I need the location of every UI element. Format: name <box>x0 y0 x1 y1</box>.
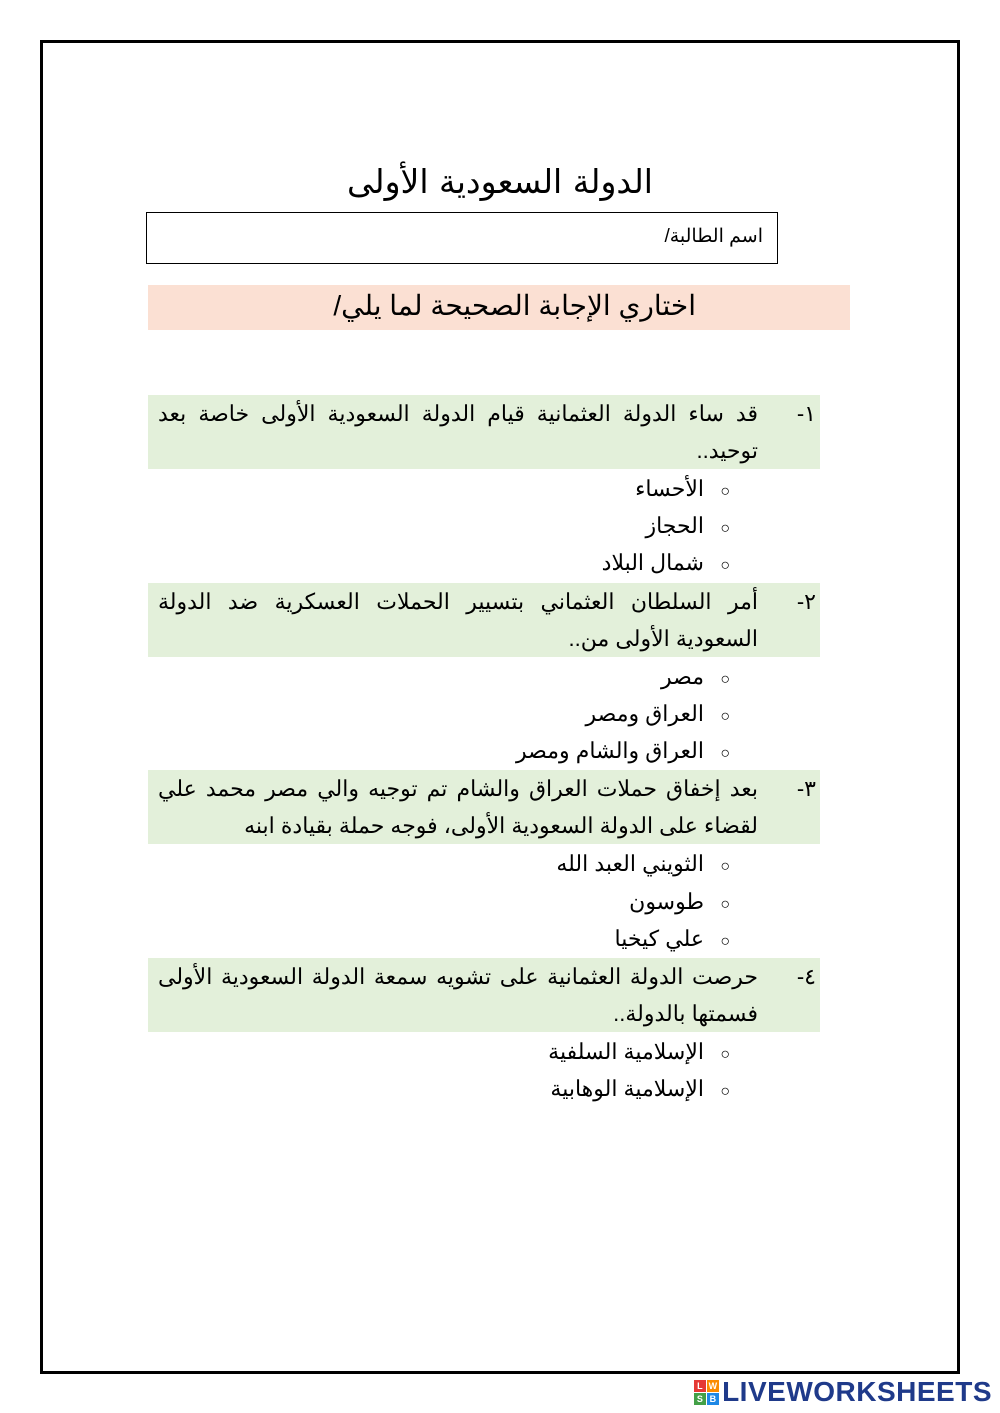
question-1 <box>148 395 820 469</box>
option-label: الإسلامية الوهابية <box>550 1076 704 1101</box>
radio-circle-icon[interactable]: ○ <box>720 1046 730 1063</box>
instruction-banner <box>148 285 850 330</box>
question-number: ١- <box>796 401 816 426</box>
radio-circle-icon[interactable]: ○ <box>720 483 730 500</box>
radio-circle-icon[interactable]: ○ <box>720 933 730 950</box>
logo-letter: S <box>694 1393 706 1405</box>
option-1-2[interactable] <box>645 511 730 544</box>
worksheet-title: الدولة السعودية الأولى <box>347 162 653 201</box>
student-name-label: اسم الطالبة/ <box>664 226 763 247</box>
option-2-1[interactable] <box>661 662 730 695</box>
radio-circle-icon[interactable]: ○ <box>720 896 730 913</box>
brand-text: LIVEWORKSHEETS <box>722 1376 992 1407</box>
logo-letter: L <box>694 1380 706 1392</box>
option-3-3[interactable] <box>614 924 730 957</box>
option-2-3[interactable] <box>516 736 730 769</box>
option-1-1[interactable] <box>635 474 730 507</box>
question-2 <box>148 583 820 657</box>
radio-circle-icon[interactable]: ○ <box>720 708 730 725</box>
radio-circle-icon[interactable]: ○ <box>720 745 730 762</box>
option-4-2[interactable] <box>550 1074 730 1107</box>
option-label: شمال البلاد <box>601 550 704 575</box>
logo-letter: W <box>708 1380 718 1391</box>
question-4 <box>148 958 820 1032</box>
radio-circle-icon[interactable]: ○ <box>720 520 730 537</box>
option-label: الأحساء <box>635 476 704 501</box>
option-label: الإسلامية السلفية <box>548 1039 704 1064</box>
question-3 <box>148 770 820 844</box>
question-number: ٢- <box>796 589 816 614</box>
radio-circle-icon[interactable]: ○ <box>720 671 730 688</box>
option-label: الثويني العبد الله <box>556 851 704 876</box>
option-1-3[interactable] <box>602 548 730 581</box>
radio-circle-icon[interactable]: ○ <box>720 557 730 574</box>
question-text: أمر السلطان العثماني بتسيير الحملات العسكرية ضد الدولة السعودية الأولى من.. <box>158 589 758 651</box>
radio-circle-icon[interactable]: ○ <box>720 858 730 875</box>
liveworksheets-grid-icon <box>694 1380 719 1405</box>
logo-letter: B <box>707 1393 719 1405</box>
student-name-field[interactable] <box>146 212 778 264</box>
option-label: العراق والشام ومصر <box>516 738 704 763</box>
radio-circle-icon[interactable]: ○ <box>720 1083 730 1100</box>
liveworksheets-logo <box>694 1376 992 1408</box>
question-text: بعد إخفاق حملات العراق والشام تم توجيه والي مصر محمد علي لقضاء على الدولة السعودية الأولى، فوجه حملة بقيادة ابنه <box>158 776 758 838</box>
option-label: طوسون <box>629 889 704 914</box>
question-text: حرصت الدولة العثمانية على تشويه سمعة الدولة السعودية الأولى فسمتها بالدولة.. <box>158 964 758 1026</box>
option-label: الحجاز <box>645 513 704 538</box>
option-3-2[interactable] <box>629 887 730 920</box>
question-number: ٣- <box>796 776 816 801</box>
instruction-text: اختاري الإجابة الصحيحة لما يلي/ <box>333 290 696 321</box>
option-label: مصر <box>660 664 704 689</box>
option-3-1[interactable] <box>556 849 730 882</box>
option-label: العراق ومصر <box>585 701 704 726</box>
option-2-2[interactable] <box>586 699 731 732</box>
question-number: ٤- <box>796 964 816 989</box>
option-label: علي كيخيا <box>614 926 704 951</box>
option-4-1[interactable] <box>548 1037 730 1070</box>
question-text: قد ساء الدولة العثمانية قيام الدولة السعودية الأولى خاصة بعد توحيد.. <box>158 401 758 463</box>
